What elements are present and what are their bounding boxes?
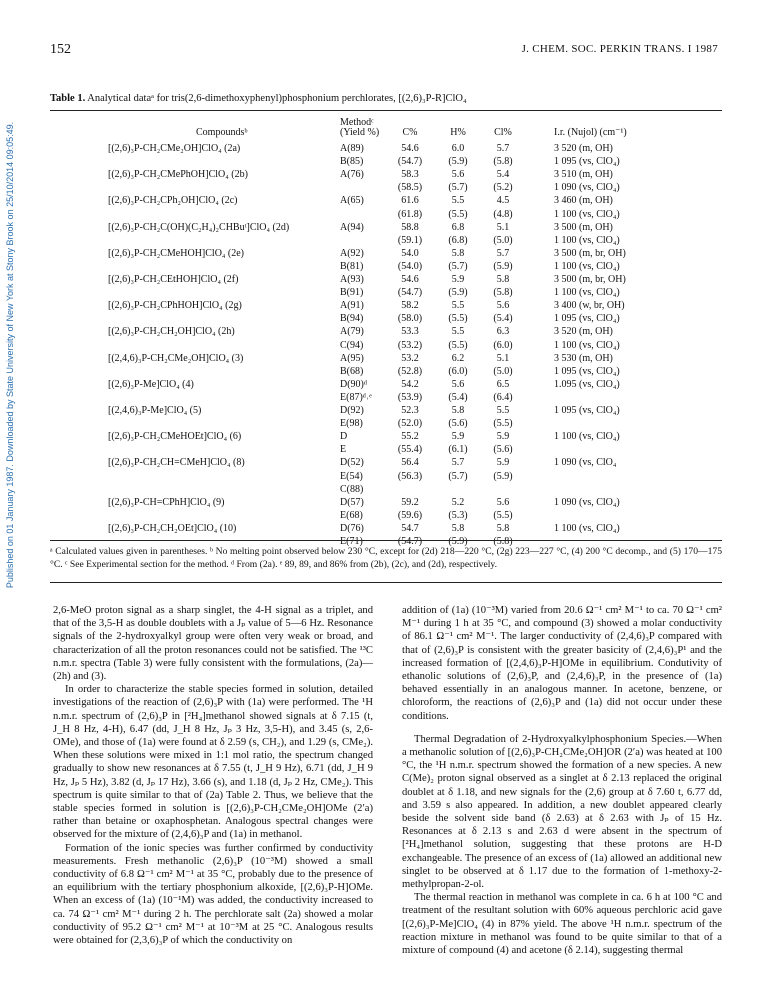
cell-cl: 5.6 — [496, 496, 510, 508]
cell-compound: [(2,6)₃P-CH₂C(OH)(C₂H₄)₂CHBuᵗ]ClO₄ (2d) — [108, 221, 290, 233]
table-row — [50, 234, 722, 247]
header-method: Methodᶜ — [340, 117, 374, 128]
cell-c: (56.3) — [397, 470, 423, 482]
header-compounds: Compoundsᵇ — [196, 127, 248, 138]
cell-c: (52.0) — [397, 418, 423, 430]
cell-cl: (5.0) — [493, 365, 513, 377]
cell-h: 5.8 — [451, 405, 465, 416]
cell-c: (58.5) — [397, 182, 423, 194]
table-row — [50, 430, 722, 443]
cell-ir: 1 100 (vs, ClO₄) — [554, 208, 620, 220]
table-caption — [50, 93, 730, 104]
cell-method: E — [340, 444, 347, 456]
table-row — [50, 339, 722, 352]
cell-h: (5.9) — [448, 287, 468, 299]
cell-h: 5.5 — [451, 300, 465, 312]
paragraph: 2,6-MeO proton signal as a sharp singlet, the 4-H signal as a triplet, and that of the 3,5-H as double doublets with a Jₚ value of 5—6 Hz. Resonance signals of the 2-hydroxyalkyl group were often very weak or broad, and characterization of all the proton resonances could not be satisfied. The ¹³C n.m.r. spectra (Table 3) were fully consistent with the formulations, (2a)—(2h) and (3). — [53, 605, 373, 683]
cell-c: (53.9) — [397, 391, 423, 403]
cell-cl: 5.7 — [496, 247, 510, 259]
cell-c: 54.6 — [401, 143, 419, 154]
cell-c: 54.7 — [401, 522, 419, 534]
page-header — [50, 42, 718, 62]
cell-ir: 1 090 (vs, ClO₄) — [554, 182, 620, 194]
cell-ir: 1 100 (vs, ClO₄) — [554, 287, 620, 299]
cell-h: 6.0 — [451, 143, 465, 154]
cell-ir: 1 090 (vs, ClO₄) — [554, 496, 620, 508]
table-row — [50, 194, 722, 207]
cell-cl: (5.4) — [493, 313, 513, 325]
cell-compound: [(2,6)₃P-CH₂CPhHOH]ClO₄ (2g) — [108, 300, 242, 312]
cell-c: 61.6 — [401, 195, 419, 207]
cell-method: E(54) — [340, 470, 363, 482]
cell-method: A(93) — [340, 274, 364, 285]
cell-compound: [(2,6)₃P-Me]ClO₄ (4) — [108, 378, 194, 390]
cell-ir: 1 095 (vs, ClO₄) — [554, 156, 620, 168]
cell-cl: (5.6) — [493, 444, 513, 456]
header-c: C% — [402, 127, 418, 138]
cell-cl: (5.0) — [493, 234, 513, 246]
table-row — [50, 483, 722, 496]
cell-cl: (5.2) — [493, 182, 513, 194]
table-row — [50, 496, 722, 509]
cell-h: 5.9 — [451, 431, 465, 443]
download-notice: Published on 01 January 1987. Downloaded by State University of New York at Stony Brook on 25/10/2014 09:05:49. — [5, 121, 15, 589]
table-row — [50, 312, 722, 325]
cell-compound: [(2,6)₃P-CH₂CPh₂OH]ClO₄ (2c) — [108, 195, 238, 207]
cell-method: A(89) — [340, 143, 364, 154]
cell-cl: (5.8) — [493, 287, 513, 299]
cell-ir: 1 095 (vs, ClO₄) — [554, 405, 620, 416]
page-number: 152 — [50, 42, 71, 57]
cell-h: 5.8 — [451, 247, 465, 259]
cell-method: B(94) — [340, 313, 364, 325]
table-row — [50, 260, 722, 273]
cell-method: B(81) — [340, 260, 364, 272]
cell-c: 54.0 — [401, 247, 419, 259]
cell-h: (5.7) — [448, 260, 468, 272]
cell-cl: 5.6 — [496, 300, 510, 312]
cell-compound: [(2,6)₃P-CH₂CMe₂OH]ClO₄ (2a) — [108, 143, 241, 154]
cell-h: (5.9) — [448, 156, 468, 168]
cell-ir: 3 460 (m, OH) — [554, 195, 613, 207]
cell-method: D(52) — [340, 457, 364, 469]
table-row — [50, 208, 722, 221]
table-row — [50, 391, 722, 404]
cell-h: (5.5) — [448, 313, 468, 325]
cell-h: (6.1) — [448, 444, 468, 456]
cell-h: 5.6 — [451, 169, 465, 181]
cell-c: (58.0) — [397, 313, 423, 325]
cell-compound: [(2,6)₃P-CH₂CMeHOEt]ClO₄ (6) — [108, 431, 242, 443]
cell-cl: (5.5) — [493, 418, 513, 430]
cell-cl: 5.1 — [496, 221, 510, 233]
cell-ir: 3 500 (m, br, OH) — [554, 247, 626, 259]
cell-compound: [(2,4,6)₃P-Me]ClO₄ (5) — [108, 405, 202, 416]
table-row — [50, 221, 722, 234]
cell-method: E(98) — [340, 418, 363, 430]
table-row — [50, 456, 722, 469]
cell-cl: (5.5) — [493, 509, 513, 521]
cell-compound: [(2,4,6)₃P-CH₂CMe₂OH]ClO₄ (3) — [108, 352, 244, 364]
cell-c: (53.2) — [397, 339, 423, 351]
cell-method: A(94) — [340, 221, 364, 233]
cell-h: (5.6) — [448, 418, 468, 430]
paragraph: Thermal Degradation of 2-Hydroxyalkylphosphonium Species.—When a methanolic solution of [(2,6)₃P-CH₂CMe₂OH]OR (2′a) was heated at 100 °C, the ¹H n.m.r. spectrum showed the formation of a new species. A new C(Me)₂ proton signal observed as a singlet at δ 2.13 replaced the original doublet at δ 1.18, and new signals for the (2,6) group at δ 7.60 t, 6.77 dd, and 3.59 s also appeared. In addition, a new doublet appeared clearly beside the solvent side band (δ 2.63) at δ 2.63 with Jₚ of 15 Hz. Resonances at δ 2.13 s and 2.63 d were absent in the spectrum of [²H₄]methanol solution, suggesting that these protons are H-D exchangeable. The presence of an excess of (1a) allowed an additional new singlet to be observed at δ 1.17 due to the formation of 1-methoxy-2-methylpropan-2-ol. — [402, 733, 722, 891]
cell-ir: 1.095 (vs, ClO₄) — [554, 378, 620, 390]
table-row — [50, 325, 722, 338]
cell-cl: 5.1 — [496, 352, 510, 364]
journal-title: J. CHEM. SOC. PERKIN TRANS. I 1987 — [521, 43, 718, 55]
cell-method: D(57) — [340, 496, 364, 508]
table-row — [50, 247, 722, 260]
cell-cl: (6.0) — [493, 339, 513, 351]
cell-h: 5.5 — [451, 195, 465, 207]
cell-c: 56.4 — [401, 457, 419, 469]
table-row — [50, 155, 722, 168]
cell-h: (5.4) — [448, 391, 468, 403]
table-row — [50, 443, 722, 456]
cell-ir: 1 095 (vs, ClO₄) — [554, 313, 620, 325]
table-row — [50, 417, 722, 430]
cell-compound: [(2,6)₃P-CH₂CH₂OEt]ClO₄ (10) — [108, 522, 237, 534]
cell-c: (59.1) — [397, 234, 423, 246]
paragraph: The thermal reaction in methanol was complete in ca. 6 h at 100 °C and treatment of the resultant solution with 60% aqueous perchloric acid gave [(2,6)₃P-Me]ClO₄ (4) in 87% yield. The above ¹H n.m.r. spectrum of the reaction mixture in methanol was found to be quite similar to that of a mixture of compound (4) and acetone (δ 2.14), suggesting thermal — [402, 892, 722, 957]
cell-cl: 5.8 — [496, 274, 510, 285]
cell-c: 54.2 — [401, 378, 419, 390]
table-row — [50, 470, 722, 483]
cell-method: C(88) — [340, 483, 364, 495]
cell-c: 58.2 — [401, 300, 419, 312]
table-row — [50, 168, 722, 181]
cell-cl: (5.9) — [493, 260, 513, 272]
cell-cl: (4.8) — [493, 208, 513, 220]
cell-ir: 1 100 (vs, ClO₄) — [554, 522, 620, 534]
header-ir: I.r. (Nujol) (cm⁻¹) — [554, 127, 627, 138]
cell-ir: 1 100 (vs, ClO₄) — [554, 339, 620, 351]
cell-ir: 1 095 (vs, ClO₄) — [554, 365, 620, 377]
table-row — [50, 299, 722, 312]
table-top-rule — [50, 110, 722, 111]
cell-compound: [(2,6)₃P-CH₂CMeHOH]ClO₄ (2e) — [108, 247, 244, 259]
cell-h: 5.5 — [451, 326, 465, 338]
cell-h: 6.8 — [451, 221, 465, 233]
cell-compound: [(2,6)₃P-CH₂CMePhOH]ClO₄ (2b) — [108, 169, 248, 181]
cell-method: D — [340, 431, 348, 443]
cell-cl: 5.7 — [496, 143, 510, 154]
cell-ir: 1 100 (vs, ClO₄) — [554, 431, 620, 443]
cell-c: (54.7) — [397, 156, 423, 168]
cell-ir: 1 090 (vs, ClO₄ — [554, 457, 617, 469]
cell-c: (54.0) — [397, 260, 423, 272]
cell-c: (54.7) — [397, 287, 423, 299]
table-footnote: ᵃ Calculated values given in parentheses. ᵇ No melting point observed below 230 °C, except for (2d) 218—220 °C, (2g) 223—227 °C, (4) 200 °C decomp., and (5) 170—175 °C. ᶜ See Experimental section for the method. ᵈ From (2a). ᵉ 89, 89, and 86% from (2b), (2c), and (2d), respectively. — [50, 546, 722, 570]
cell-cl: 5.9 — [496, 431, 510, 443]
cell-method: A(95) — [340, 352, 364, 364]
cell-cl: 4.5 — [496, 195, 510, 207]
download-sidebar — [0, 0, 18, 700]
table-row — [50, 142, 722, 155]
cell-h: (5.7) — [448, 470, 468, 482]
table-row — [50, 181, 722, 194]
cell-compound: [(2,6)₃P-CH₂CEtHOH]ClO₄ (2f) — [108, 274, 239, 285]
header-cl: Cl% — [494, 127, 512, 138]
table-row — [50, 522, 722, 535]
cell-method: B(68) — [340, 365, 364, 377]
cell-c: (52.8) — [397, 365, 423, 377]
cell-h: (5.3) — [448, 509, 468, 521]
cell-compound: [(2,6)₃P-CH₂CH₂OH]ClO₄ (2h) — [108, 326, 235, 338]
cell-h: 5.7 — [451, 457, 465, 469]
cell-h: (5.9) — [448, 536, 468, 547]
cell-cl: 5.9 — [496, 457, 510, 469]
table-row — [50, 352, 722, 365]
cell-h: 5.9 — [451, 274, 465, 285]
cell-cl: (5.9) — [493, 470, 513, 482]
table-row — [50, 509, 722, 522]
table-row — [50, 273, 722, 286]
cell-ir: 3 500 (m, OH) — [554, 221, 613, 233]
cell-c: 54.6 — [401, 274, 419, 285]
cell-ir: 1 100 (vs, ClO₄) — [554, 260, 620, 272]
cell-h: (5.7) — [448, 182, 468, 194]
cell-cl: 5.4 — [496, 169, 510, 181]
cell-h: (6.8) — [448, 234, 468, 246]
cell-compound: [(2,6)₃P-CH=CPhH]ClO₄ (9) — [108, 496, 225, 508]
cell-c: 53.3 — [401, 326, 419, 338]
section-rule — [50, 582, 722, 583]
cell-c: 55.2 — [401, 431, 419, 443]
cell-method: A(65) — [340, 195, 364, 207]
cell-method: E(87)ᵈ˒ᵉ — [340, 391, 372, 403]
cell-c: (55.4) — [397, 444, 423, 456]
cell-method: A(92) — [340, 247, 364, 259]
table-label: Table 1. — [50, 93, 86, 104]
cell-cl: 6.5 — [496, 378, 510, 390]
table-header-row-2 — [50, 126, 722, 139]
cell-method: A(91) — [340, 300, 364, 312]
cell-c: (54.7) — [397, 536, 423, 547]
cell-method: C(94) — [340, 339, 364, 351]
table-caption-text: Analytical dataᵃ for tris(2,6-dimethoxyphenyl)phosphonium perchlorates, [(2,6)₃P-R]ClO₄ — [85, 93, 467, 104]
cell-method: A(76) — [340, 169, 364, 181]
cell-cl: 5.5 — [496, 405, 510, 416]
cell-compound: [(2,6)₃P-CH₂CH=CMeH]ClO₄ (8) — [108, 457, 245, 469]
cell-h: 5.6 — [451, 378, 465, 390]
cell-c: 58.8 — [401, 221, 419, 233]
cell-ir: 3 510 (m, OH) — [554, 169, 613, 181]
cell-method: D(92) — [340, 405, 364, 416]
cell-c: 53.2 — [401, 352, 419, 364]
cell-method: A(79) — [340, 326, 364, 338]
cell-ir: 3 520 (m, OH) — [554, 326, 613, 338]
cell-cl: (5.8) — [493, 156, 513, 168]
paragraph: Formation of the ionic species was further confirmed by conductivity measurements. Fresh methanolic (2,6)₃P (10⁻³M) showed a small conductivity of 6.8 Ω⁻¹ cm² M⁻¹ at 35 °C, probably due to the presence of an equilibrium with the tertiary phosphonium alkoxide, [(2,6)₃P-H]OMe. When an excess of (1a) (10⁻¹M) was added, the conductivity increased to ca. 74 Ω⁻¹ cm² M⁻¹ during 2 h. The perchlorate salt (2a) showed a molar conductivity of 95.2 Ω⁻¹ cm² M⁻¹ at 10⁻³M at 25 °C. Analogous results were obtained for (2,3,6)₃P of which the conductivity on — [53, 842, 373, 947]
table-row — [50, 404, 722, 417]
cell-h: 6.2 — [451, 352, 465, 364]
cell-c: 59.2 — [401, 496, 419, 508]
cell-cl: 6.3 — [496, 326, 510, 338]
right-column — [402, 604, 722, 957]
cell-ir: 3 520 (m, OH) — [554, 143, 613, 154]
cell-h: (6.0) — [448, 365, 468, 377]
table-row — [50, 365, 722, 378]
cell-c: 52.3 — [401, 405, 419, 416]
cell-h: (5.5) — [448, 208, 468, 220]
table-row — [50, 378, 722, 391]
cell-method: D(76) — [340, 522, 364, 534]
cell-ir: 3 500 (m, br, OH) — [554, 274, 626, 285]
header-h: H% — [450, 127, 466, 138]
cell-h: 5.2 — [451, 496, 465, 508]
cell-method: E(71) — [340, 536, 363, 547]
paragraph: In order to characterize the stable species formed in solution, detailed investigations of the reaction of (2,6)₃P with (1a) were performed. The ¹H n.m.r. spectrum of (2,6)₃P in [²H₄]methanol showed signals at δ 7.15 (t, J_H 8 Hz, 4-H), 6.47 (dd, J_H 8 Hz, Jₚ 3 Hz, 3,5-H), and 3.45 (s, 2,6-OMe), and those of (1a) were found at δ 2.59 (s, CH₂), and 1.29 (s, CMe₂). When these solutions were mixed in 1:1 mol ratio, the spectrum changed gradually to show new resonances at δ 7.55 (t, J_H 9 Hz), 6.71 (dd, J_H 9 Hz, Jₚ 5 Hz), 3.82 (d, Jₚ 17 Hz), 3.66 (s), and 1.18 (d, Jₚ 2 Hz, CMe₂). This spectrum is quite similar to that of (2a) Table 2. Thus, we believe that the stable species formed in solution is [(2,6)₃P-CH₂CMe₂OH]OMe (2′a) rather than betaine or oxaphosphetan. Analogous spectral changes were observed for the mixture of (2,4,6)₃P and (1a) in methanol. — [53, 684, 373, 841]
cell-c: (59.6) — [397, 509, 423, 521]
cell-method: B(91) — [340, 287, 364, 299]
cell-method: E(68) — [340, 509, 363, 521]
cell-method: B(85) — [340, 156, 364, 168]
cell-h: (5.5) — [448, 339, 468, 351]
cell-ir: 3 530 (m, OH) — [554, 352, 613, 364]
cell-c: 58.3 — [401, 169, 419, 181]
left-column — [53, 604, 373, 947]
cell-c: (61.8) — [397, 208, 423, 220]
cell-ir: 1 100 (vs, ClO₄) — [554, 234, 620, 246]
cell-cl: (5.8) — [493, 536, 513, 547]
table-row — [50, 286, 722, 299]
paragraph: addition of (1a) (10⁻³M) varied from 20.6 Ω⁻¹ cm² M⁻¹ to ca. 70 Ω⁻¹ cm² M⁻¹ during 1 h at 35 °C, and compound (3) showed a molar conductivity of 86.1 Ω⁻¹ cm² M⁻¹. The larger conductivity of (2,4,6)₃P compared with that of (2,6)₃P is consistent with the greater basicity of (2,4,6)₃P¹ and the increased formation of [(2,4,6)₃P-H]OMe in equilibrium. Condutivity of ethanolic solutions of (2,6)₃P, and (2,4,6)₃P, in the presence of (1a) behaved essentially in an analogous manner. In acetone, benzene, or chloroform, the reactions of (2,6)₃P and (1a) did not occur under these conditions. — [402, 605, 722, 722]
cell-cl: (6.4) — [493, 391, 513, 403]
cell-cl: 5.8 — [496, 522, 510, 534]
header-yield: (Yield %) — [340, 127, 380, 138]
cell-h: 5.8 — [451, 522, 465, 534]
table-bottom-rule — [50, 540, 722, 541]
cell-method: D(90)ᵈ — [340, 378, 367, 390]
cell-ir: 3 400 (w, br, OH) — [554, 300, 625, 312]
